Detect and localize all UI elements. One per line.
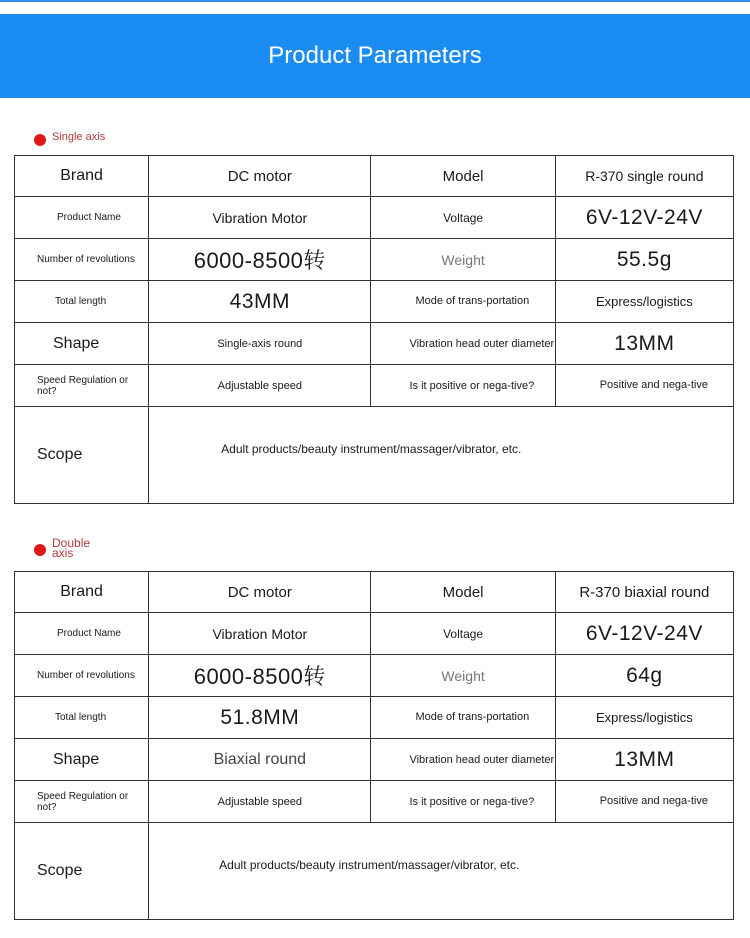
section-label-text: Double axis — [52, 536, 91, 560]
page-title-banner — [0, 14, 750, 98]
total-length-value: 43MM — [149, 281, 371, 323]
section-label-text: Single axis — [52, 131, 106, 143]
head-diameter-value: 13MM — [555, 323, 733, 365]
table-row — [15, 365, 734, 407]
revolutions-label: Number of revolutions — [15, 239, 149, 281]
scope-label: Scope — [15, 823, 149, 920]
section-label-double — [34, 538, 100, 558]
table-row — [15, 323, 734, 365]
table-row — [15, 823, 734, 920]
head-diameter-value: 13MM — [555, 739, 733, 781]
posneg-label: Is it positive or nega-tive? — [371, 781, 555, 823]
scope-value: Adult products/beauty instrument/massager/vibrator, etc. — [149, 407, 734, 504]
model-label: Model — [371, 156, 555, 197]
speed-value: Adjustable speed — [149, 781, 371, 823]
shape-value: Single-axis round — [149, 323, 371, 365]
product-name-value: Vibration Motor — [149, 197, 371, 239]
brand-value: DC motor — [149, 572, 371, 613]
posneg-label: Is it positive or nega-tive? — [371, 365, 555, 407]
head-diameter-label: Vibration head outer diameter — [371, 323, 555, 365]
revolutions-value: 6000-8500转 — [149, 655, 371, 697]
product-name-label: Product Name — [15, 613, 149, 655]
table-row — [15, 697, 734, 739]
table-row — [15, 281, 734, 323]
revolutions-label: Number of revolutions — [15, 655, 149, 697]
model-value: R-370 single round — [555, 156, 733, 197]
weight-value: 64g — [555, 655, 733, 697]
weight-label: Weight — [371, 655, 555, 697]
page-title: Product Parameters — [268, 42, 482, 69]
weight-value: 55.5g — [555, 239, 733, 281]
shape-label: Shape — [15, 739, 149, 781]
model-label: Model — [371, 572, 555, 613]
total-length-label: Total length — [15, 281, 149, 323]
transport-value: Express/logistics — [555, 697, 733, 739]
speed-label: Speed Regulation or not? — [15, 781, 149, 823]
voltage-label: Voltage — [371, 613, 555, 655]
table-row — [15, 739, 734, 781]
brand-label: Brand — [15, 156, 149, 197]
params-table-double — [14, 571, 734, 920]
table-row — [15, 156, 734, 197]
table-row — [15, 239, 734, 281]
table-row — [15, 655, 734, 697]
speed-label: Speed Regulation or not? — [15, 365, 149, 407]
scope-value: Adult products/beauty instrument/massager/vibrator, etc. — [149, 823, 734, 920]
voltage-label: Voltage — [371, 197, 555, 239]
product-name-value: Vibration Motor — [149, 613, 371, 655]
scope-label: Scope — [15, 407, 149, 504]
head-diameter-label: Vibration head outer diameter — [371, 739, 555, 781]
params-table-single — [14, 155, 734, 504]
model-value: R-370 biaxial round — [555, 572, 733, 613]
top-divider — [0, 0, 750, 14]
table-row — [15, 197, 734, 239]
transport-label: Mode of trans-portation — [371, 281, 555, 323]
speed-value: Adjustable speed — [149, 365, 371, 407]
shape-label: Shape — [15, 323, 149, 365]
transport-value: Express/logistics — [555, 281, 733, 323]
voltage-value: 6V-12V-24V — [555, 197, 733, 239]
table-row — [15, 572, 734, 613]
transport-label: Mode of trans-portation — [371, 697, 555, 739]
table-row — [15, 407, 734, 504]
total-length-label: Total length — [15, 697, 149, 739]
weight-label: Weight — [371, 239, 555, 281]
total-length-value: 51.8MM — [149, 697, 371, 739]
table-row — [15, 781, 734, 823]
voltage-value: 6V-12V-24V — [555, 613, 733, 655]
red-dot-icon — [34, 134, 46, 146]
posneg-value: Positive and nega-tive — [555, 365, 733, 407]
table-row — [15, 613, 734, 655]
red-dot-icon — [34, 544, 46, 556]
brand-label: Brand — [15, 572, 149, 613]
section-label-single — [34, 132, 105, 146]
posneg-value: Positive and nega-tive — [555, 781, 733, 823]
product-name-label: Product Name — [15, 197, 149, 239]
brand-value: DC motor — [149, 156, 371, 197]
revolutions-value: 6000-8500转 — [149, 239, 371, 281]
shape-value: Biaxial round — [149, 739, 371, 781]
